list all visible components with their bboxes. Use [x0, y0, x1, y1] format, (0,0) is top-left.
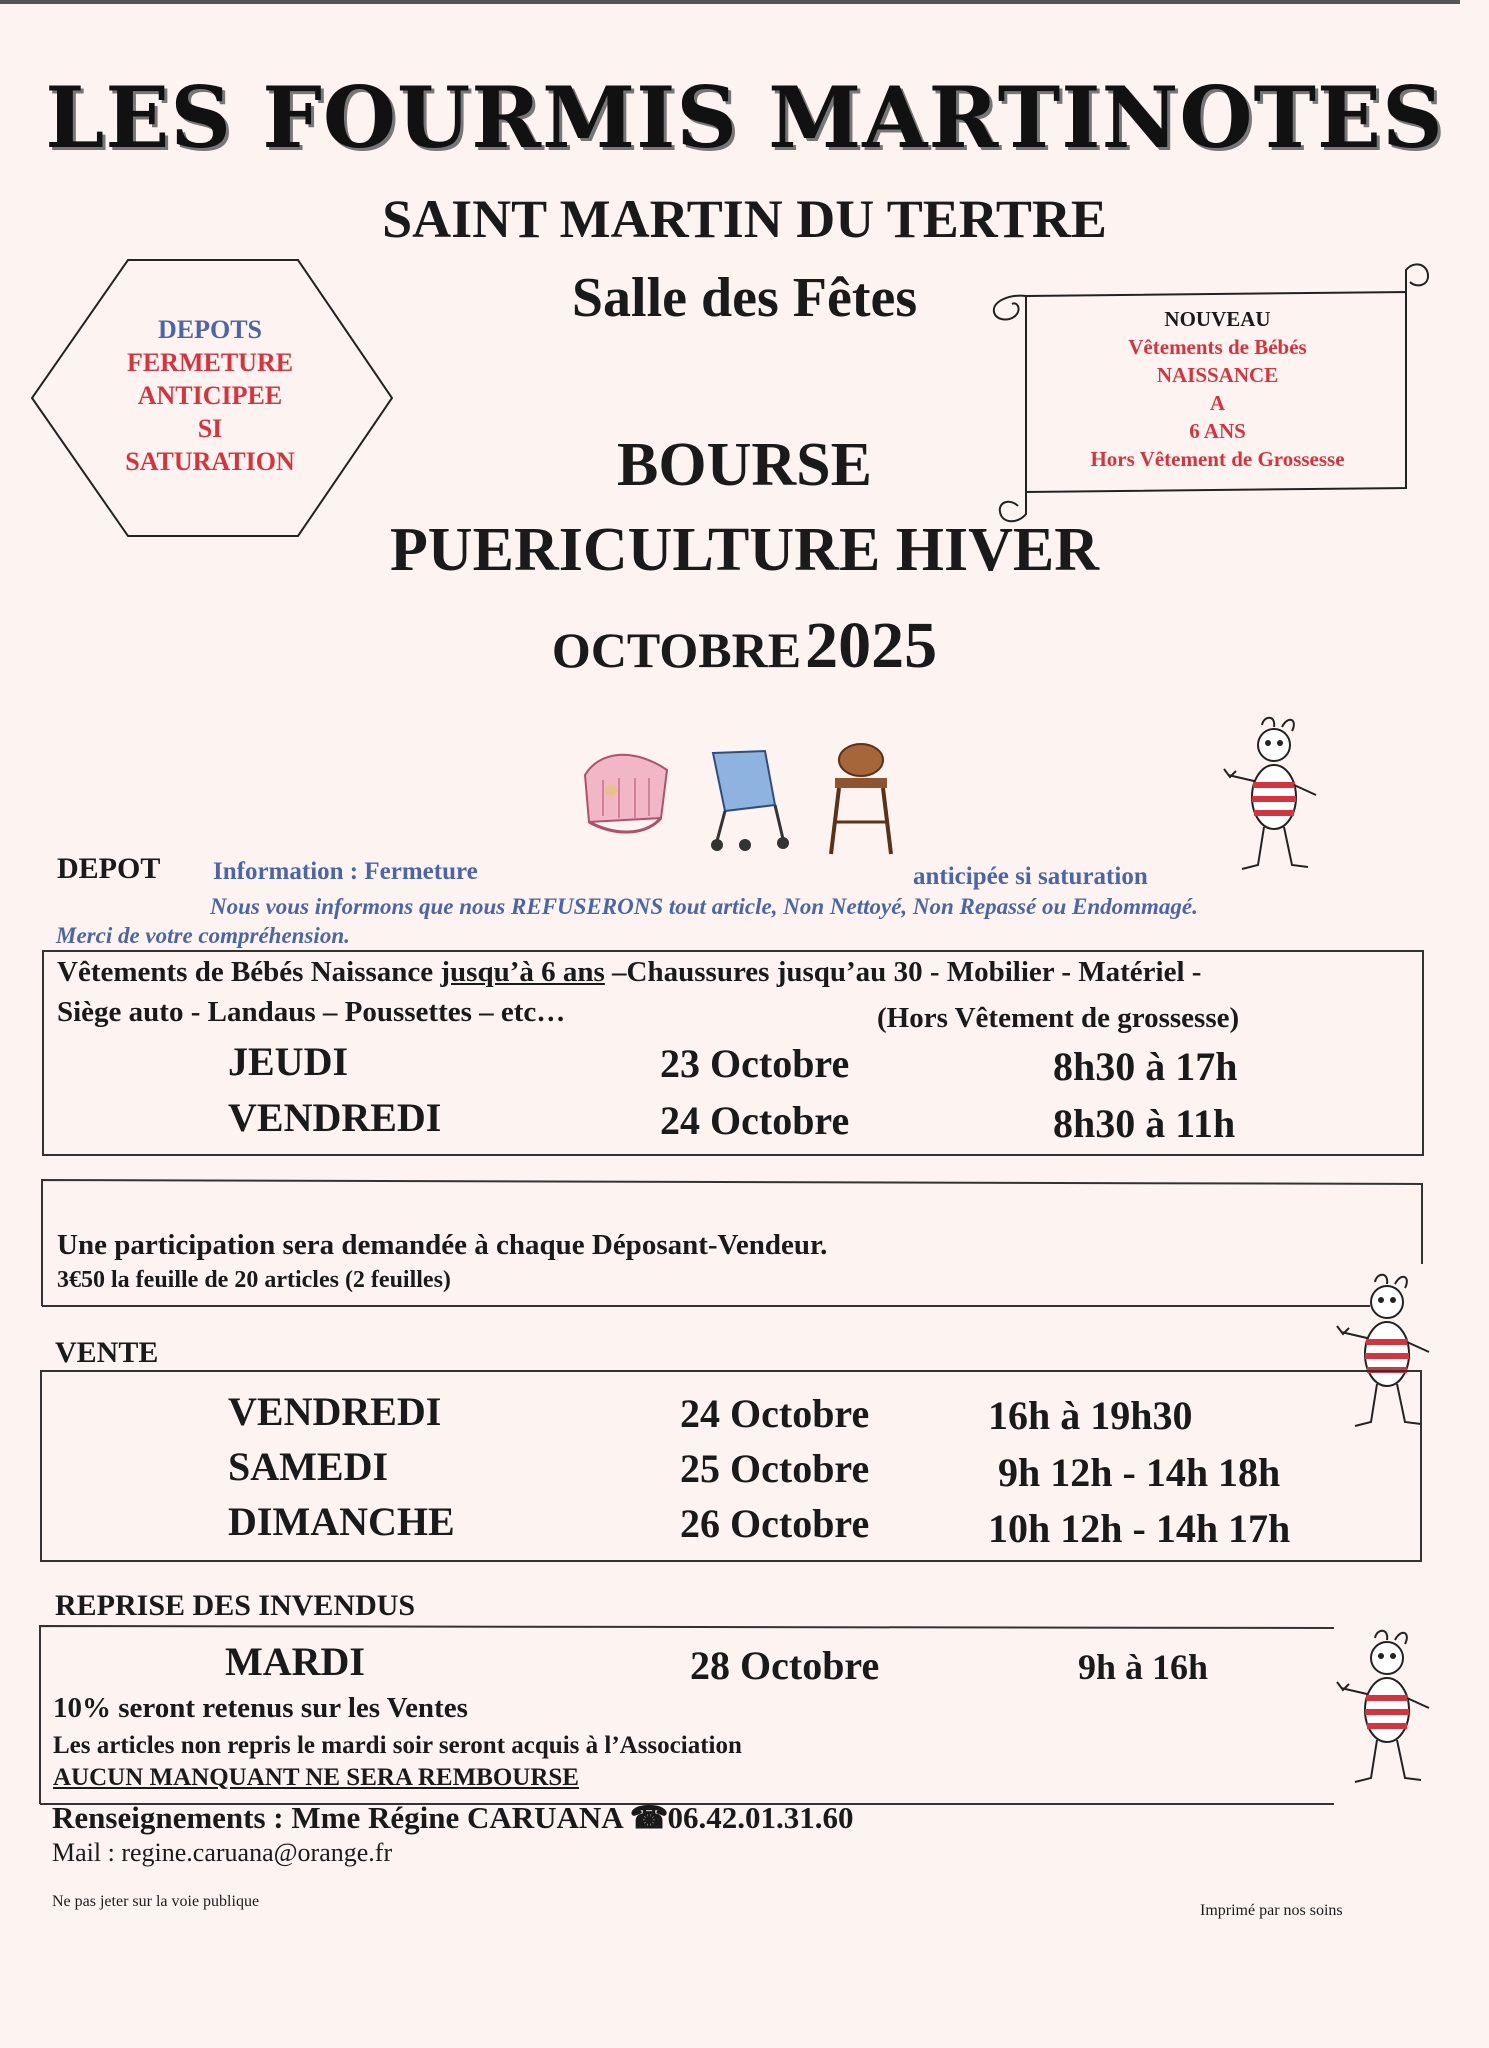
location-heading: SAINT MARTIN DU TERTRE: [382, 189, 1107, 249]
event-title-line2: PUERICULTURE HIVER: [389, 516, 1100, 584]
top-edge-line: [0, 0, 1460, 4]
scroll-line1: NOUVEAU: [1164, 307, 1271, 331]
reprise-acquis: Les articles non repris le mardi soir seront acquis à l’Association: [53, 1732, 742, 1759]
event-year: 2025: [805, 609, 938, 682]
depot-row-date: 23 Octobre: [660, 1041, 850, 1086]
event-month: OCTOBRE: [551, 622, 802, 678]
scroll-line6: Hors Vêtement de Grossesse: [1090, 447, 1345, 471]
reprise-label: REPRISE DES INVENDUS: [55, 1589, 416, 1622]
ant-mascot-icon: [1335, 1628, 1435, 1793]
reprise-retenue: 10% seront retenus sur les Ventes: [53, 1692, 468, 1724]
vente-row-hours: 16h à 19h30: [988, 1393, 1193, 1438]
categories-text-a: Vêtements de Bébés Naissance: [57, 956, 441, 988]
vente-row-day: DIMANCHE: [228, 1499, 455, 1544]
footer-left: Ne pas jeter sur la voie publique: [52, 1893, 260, 1910]
depot-refusal-notice: Nous vous informons que nous REFUSERONS tout article, Non Nettoyé, Non Repassé ou Endommagé.: [210, 894, 1198, 919]
vente-label: VENTE: [55, 1336, 159, 1369]
cradle-icon: [575, 740, 675, 840]
hex-line4: SI: [197, 414, 223, 443]
categories-age-limit: jusqu’à 6 ans: [440, 956, 605, 988]
vente-row-day: SAMEDI: [228, 1444, 389, 1489]
high-chair-icon: [825, 742, 895, 857]
reprise-day: MARDI: [225, 1639, 365, 1684]
depot-row-date: 24 Octobre: [660, 1098, 850, 1143]
reprise-hours: 9h à 16h: [1078, 1647, 1209, 1687]
vente-row-date: 24 Octobre: [680, 1391, 870, 1436]
hex-line3: ANTICIPEE: [137, 381, 283, 410]
scroll-line5: 6 ANS: [1189, 419, 1246, 443]
phone-icon: ☎: [629, 1800, 669, 1835]
depot-categories-line1: [57, 956, 1201, 989]
ant-mascot-icon: [1222, 715, 1322, 880]
stroller-icon: [705, 745, 795, 855]
reprise-warning: AUCUN MANQUANT NE SERA REMBOURSE: [53, 1764, 579, 1791]
vente-row-hours: 10h 12h - 14h 17h: [988, 1506, 1291, 1551]
categories-text-b: –Chaussures jusqu’au 30 - Mobilier - Matériel -: [604, 956, 1202, 988]
hex-line5: SATURATION: [125, 447, 295, 476]
contact-name: Renseignements : Mme Régine CARUANA: [52, 1800, 622, 1835]
vente-row-hours: 9h 12h - 14h 18h: [998, 1450, 1281, 1495]
contact-phone: 06.42.01.31.60: [667, 1800, 854, 1835]
depot-row-hours: 8h30 à 11h: [1053, 1101, 1236, 1146]
event-title-line1: BOURSE: [617, 431, 872, 499]
depot-categories-line2: Siège auto - Landaus – Poussettes – etc…: [57, 996, 566, 1028]
vente-row-date: 26 Octobre: [680, 1501, 870, 1546]
depot-row-hours: 8h30 à 17h: [1053, 1044, 1238, 1089]
hex-line2: FERMETURE: [126, 348, 294, 377]
contact-mail: Mail : regine.caruana@orange.fr: [52, 1838, 393, 1867]
event-date-heading: [0, 608, 1489, 684]
vente-row-date: 25 Octobre: [680, 1446, 870, 1491]
depot-thanks: Merci de votre compréhension.: [56, 923, 350, 948]
participation-price: 3€50 la feuille de 20 articles (2 feuilles): [57, 1267, 451, 1293]
footer-right: Imprimé par nos soins: [1200, 1902, 1343, 1919]
hex-line1: DEPOTS: [157, 315, 263, 344]
participation-text: Une participation sera demandée à chaque Déposant-Vendeur.: [57, 1229, 828, 1261]
depot-label: DEPOT: [57, 852, 161, 885]
reprise-date: 28 Octobre: [690, 1643, 880, 1688]
vente-row-day: VENDREDI: [228, 1389, 442, 1434]
scroll-line3: NAISSANCE: [1156, 363, 1279, 387]
venue-heading: Salle des Fêtes: [571, 267, 918, 329]
depot-categories-note: (Hors Vêtement de grossesse): [877, 1002, 1240, 1034]
depot-row-day: VENDREDI: [228, 1095, 442, 1140]
contact-line: [52, 1800, 853, 1836]
depot-info-part1: Information : Fermeture: [213, 858, 478, 885]
depot-info-part2: anticipée si saturation: [913, 863, 1148, 890]
depot-row-day: JEUDI: [228, 1039, 349, 1084]
page-title: LES FOURMIS MARTINOTES: [45, 68, 1444, 167]
scroll-line4: A: [1209, 391, 1226, 415]
scroll-line2: Vêtements de Bébés: [1128, 335, 1307, 359]
